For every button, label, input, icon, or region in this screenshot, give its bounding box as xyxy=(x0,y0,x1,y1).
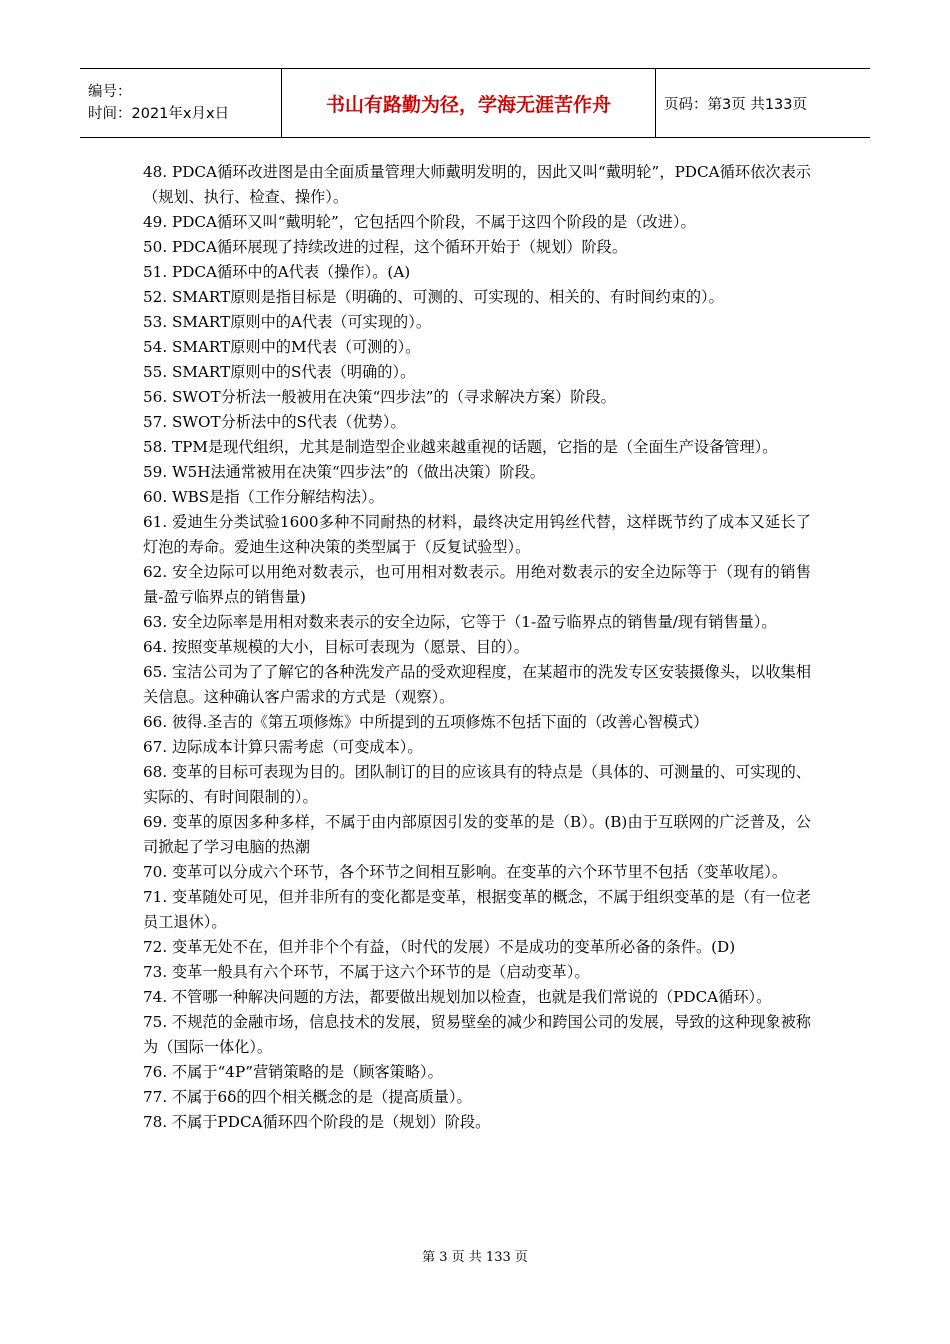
header-meta xyxy=(80,69,282,137)
list-item: 75. 不规范的金融市场，信息技术的发展，贸易壁垒的减少和跨国公司的发展，导致的这种现象被称为（国际一体化）。 xyxy=(143,1013,811,1056)
list-item: 68. 变革的目标可表现为目的。团队制订的目的应该具有的特点是（具体的、可测量的、可实现的、实际的、有时间限制的）。 xyxy=(143,763,811,806)
list-item: 62. 安全边际可以用绝对数表示，也可用相对数表示。用绝对数表示的安全边际等于（现有的销售量-盈亏临界点的销售量) xyxy=(143,563,811,606)
list-item: 54. SMART原则中的M代表（可测的）。 xyxy=(143,338,421,356)
list-item: 71. 变革随处可见，但并非所有的变化都是变革，根据变革的概念，不属于组织变革的是（有一位老员工退休）。 xyxy=(143,888,811,931)
document-date: 时间：2021年x月x日 xyxy=(88,106,230,122)
list-item: 52. SMART原则是指目标是（明确的、可测的、可实现的、相关的、有时间约束的）。 xyxy=(143,288,724,306)
list-item: 77. 不属于6δ的四个相关概念的是（提高质量）。 xyxy=(143,1088,472,1106)
list-item: 78. 不属于PDCA循环四个阶段的是（规划）阶段。 xyxy=(143,1113,491,1131)
list-item: 55. SMART原则中的S代表（明确的）。 xyxy=(143,363,416,381)
document-body xyxy=(143,160,811,1135)
list-item: 50. PDCA循环展现了持续改进的过程，这个循环开始于（规划）阶段。 xyxy=(143,238,628,256)
list-item: 64. 按照变革规模的大小，目标可表现为（愿景、目的）。 xyxy=(143,638,529,656)
document-number-label: 编号： xyxy=(88,84,132,100)
list-item: 53. SMART原则中的A代表（可实现的）。 xyxy=(143,313,432,331)
list-item: 59. W5H法通常被用在决策“四步法”的（做出决策）阶段。 xyxy=(143,463,545,481)
list-item: 51. PDCA循环中的A代表（操作）。(A) xyxy=(143,263,411,281)
list-item: 60. WBS是指（工作分解结构法）。 xyxy=(143,488,384,506)
list-item: 48. PDCA循环改进图是由全面质量管理大师戴明发明的，因此又叫“戴明轮”，PDCA循环依次表示（规划、执行、检查、操作）。 xyxy=(143,163,811,206)
list-item: 61. 爱迪生分类试验1600多种不同耐热的材料，最终决定用钨丝代替，这样既节约了成本又延长了灯泡的寿命。爱迪生这种决策的类型属于（反复试验型）。 xyxy=(143,513,811,556)
list-item: 70. 变革可以分成六个环节，各个环节之间相互影响。在变革的六个环节里不包括（变革收尾）。 xyxy=(143,863,788,881)
list-item: 56. SWOT分析法一般被用在决策“四步法”的（寻求解决方案）阶段。 xyxy=(143,388,616,406)
list-item: 65. 宝洁公司为了了解它的各种洗发产品的受欢迎程度，在某超市的洗发专区安装摄像头，以收集相关信息。这种确认客户需求的方式是（观察）。 xyxy=(143,663,811,706)
list-item: 72. 变革无处不在，但并非个个有益，（时代的发展）不是成功的变革所必备的条件。(D) xyxy=(143,938,736,956)
list-item: 63. 安全边际率是用相对数来表示的安全边际，它等于（1-盈亏临界点的销售量/现有销售量）。 xyxy=(143,613,777,631)
list-item: 66. 彼得.圣吉的《第五项修炼》中所提到的五项修炼不包括下面的（改善心智模式） xyxy=(143,713,709,731)
list-item: 49. PDCA循环又叫“戴明轮”，它包括四个阶段，不属于这四个阶段的是（改进）。 xyxy=(143,213,696,231)
list-item: 67. 边际成本计算只需考虑（可变成本）。 xyxy=(143,738,423,756)
page-footer: 第 3 页 共 133 页 xyxy=(422,1250,528,1265)
header-motto: 书山有路勤为径，学海无涯苦作舟 xyxy=(282,69,656,137)
list-item: 76. 不属于“4P”营销策略的是（顾客策略）。 xyxy=(143,1063,443,1081)
header-page-number: 页码：第3页 共133页 xyxy=(664,96,808,113)
list-item: 57. SWOT分析法中的S代表（优势）。 xyxy=(143,413,406,431)
page-header xyxy=(80,68,870,138)
list-item: 73. 变革一般具有六个环节，不属于这六个环节的是（启动变革）。 xyxy=(143,963,590,981)
list-item: 58. TPM是现代组织，尤其是制造型企业越来越重视的话题，它指的是（全面生产设备管理）。 xyxy=(143,438,778,456)
list-item: 69. 变革的原因多种多样，不属于由内部原因引发的变革的是（B）。(B)由于互联网的广泛普及，公司掀起了学习电脑的热潮 xyxy=(143,813,811,856)
list-item: 74. 不管哪一种解决问题的方法，都要做出规划加以检查，也就是我们常说的（PDCA循环）。 xyxy=(143,988,772,1006)
